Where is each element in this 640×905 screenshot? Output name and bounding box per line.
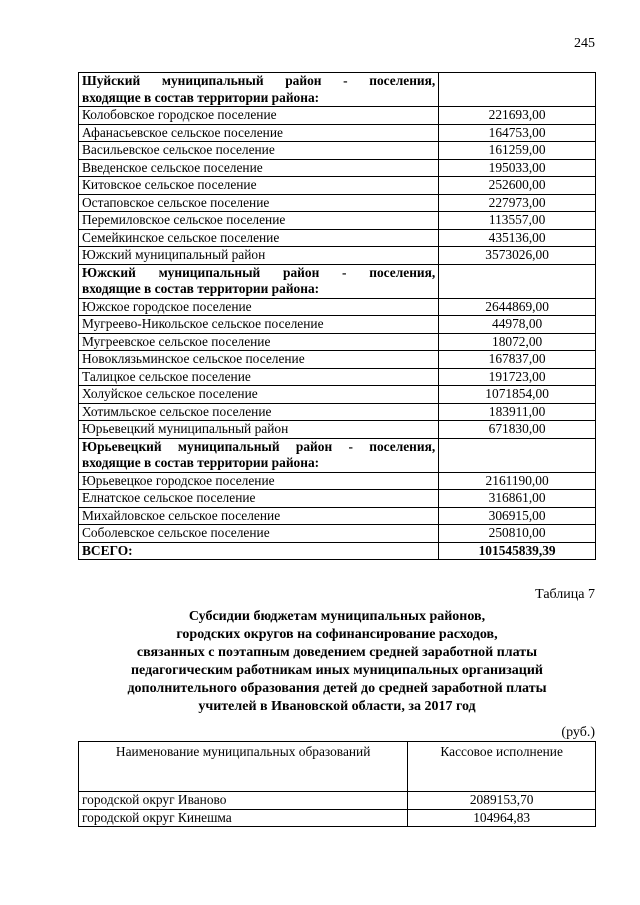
table-row (79, 421, 596, 439)
row-name: Соболевское сельское поселение (79, 525, 439, 543)
table-row (79, 351, 596, 369)
settlements-table-body (79, 73, 596, 560)
table-row (79, 229, 596, 247)
row-name: Южское городское поселение (79, 298, 439, 316)
title-line: педагогическим работникам иных муниципальных организаций (130, 663, 543, 678)
row-name (79, 264, 439, 298)
row-value: 113557,00 (439, 212, 596, 230)
table-row (79, 525, 596, 543)
row-name: Семейкинское сельское поселение (79, 229, 439, 247)
row-name (79, 73, 439, 107)
row-value: 44978,00 (439, 316, 596, 334)
row-value: 18072,00 (439, 333, 596, 351)
table-header-row (79, 742, 596, 792)
title-line: дополнительного образования детей до средней заработной платы (127, 681, 547, 696)
row-name: Китовское сельское поселение (79, 177, 439, 195)
row-name: городской округ Кинешма (79, 809, 408, 827)
row-name: Хотимльское сельское поселение (79, 403, 439, 421)
table-row (79, 809, 596, 827)
table-row (79, 507, 596, 525)
table-row (79, 159, 596, 177)
table-row (79, 490, 596, 508)
table-row (79, 124, 596, 142)
row-name: Юрьевецкое городское поселение (79, 472, 439, 490)
row-value: 104964,83 (408, 809, 596, 827)
subsidies-table (78, 741, 596, 827)
row-value: 183911,00 (439, 403, 596, 421)
table-row (79, 142, 596, 160)
row-name: Талицкое сельское поселение (79, 368, 439, 386)
total-value: 101545839,39 (439, 542, 596, 560)
unit-note: (руб.) (561, 725, 595, 740)
section-header-row (79, 438, 596, 472)
section-title-line-2: входящие в состав территории района: (82, 281, 320, 296)
row-value: 250810,00 (439, 525, 596, 543)
row-value: 167837,00 (439, 351, 596, 369)
row-name: Холуйское сельское поселение (79, 386, 439, 404)
table-row (79, 368, 596, 386)
row-value: 316861,00 (439, 490, 596, 508)
row-name: Остаповское сельское поселение (79, 194, 439, 212)
row-name (79, 438, 439, 472)
section-title-line-1: Юрьевецкий муниципальный район - поселения, (82, 438, 436, 454)
table-row (79, 333, 596, 351)
table-row (79, 298, 596, 316)
section-title-line-2: входящие в состав территории района: (82, 89, 320, 105)
total-row (79, 542, 596, 560)
row-value: 435136,00 (439, 229, 596, 247)
row-value: 227973,00 (439, 194, 596, 212)
row-name: Новоклязьминское сельское поселение (79, 351, 439, 369)
title-line: учителей в Ивановской области, за 2017 год (198, 699, 476, 714)
row-name: Перемиловское сельское поселение (79, 212, 439, 230)
row-value (439, 438, 596, 472)
table-row (79, 177, 596, 195)
section-title-line-2: входящие в состав территории района: (82, 455, 320, 470)
row-value: 2089153,70 (408, 792, 596, 810)
table-row (79, 472, 596, 490)
table-row (79, 386, 596, 404)
column-header-name: Наименование муниципальных образований (79, 742, 408, 792)
row-name: Мугреевское сельское поселение (79, 333, 439, 351)
row-value: 252600,00 (439, 177, 596, 195)
row-value: 2161190,00 (439, 472, 596, 490)
row-value: 1071854,00 (439, 386, 596, 404)
title-line: связанных с поэтапным доведением средней заработной платы (136, 645, 538, 660)
row-value: 161259,00 (439, 142, 596, 160)
table-row (79, 316, 596, 334)
total-label: ВСЕГО: (79, 542, 439, 560)
row-value: 191723,00 (439, 368, 596, 386)
section-title-line-1: Шуйский муниципальный район - поселения, (82, 73, 436, 88)
table-row (79, 212, 596, 230)
subsidies-table-body (79, 792, 596, 827)
row-name: Васильевское сельское поселение (79, 142, 439, 160)
row-name: Введенское сельское поселение (79, 159, 439, 177)
table-row (79, 107, 596, 125)
section-header-row (79, 264, 596, 298)
row-value: 671830,00 (439, 421, 596, 439)
section-header-row (79, 73, 596, 107)
table-title (78, 608, 596, 716)
table-label: Таблица 7 (535, 587, 595, 602)
table-row (79, 247, 596, 265)
row-name: городской округ Иваново (79, 792, 408, 810)
row-value: 2644869,00 (439, 298, 596, 316)
page-number: 245 (574, 36, 595, 51)
settlements-table (78, 72, 596, 560)
table-row (79, 403, 596, 421)
row-name: Мугреево-Никольское сельское поселение (79, 316, 439, 334)
title-line: городских округов на софинансирование расходов, (176, 627, 498, 642)
column-header-value: Кассовое исполнение (408, 742, 596, 792)
row-name: Южский муниципальный район (79, 247, 439, 265)
row-name: Елнатское сельское поселение (79, 490, 439, 508)
title-line: Субсидии бюджетам муниципальных районов, (188, 609, 486, 624)
row-name: Афанасьевское сельское поселение (79, 124, 439, 142)
row-name: Колобовское городское поселение (79, 107, 439, 125)
table-row (79, 194, 596, 212)
row-name: Михайловское сельское поселение (79, 507, 439, 525)
row-value: 164753,00 (439, 124, 596, 142)
row-value: 3573026,00 (439, 247, 596, 265)
section-title-line-1: Южский муниципальный район - поселения, (82, 264, 436, 280)
table-row (79, 792, 596, 810)
row-value (439, 264, 596, 298)
row-value: 221693,00 (439, 107, 596, 125)
row-value: 306915,00 (439, 507, 596, 525)
row-name: Юрьевецкий муниципальный район (79, 421, 439, 439)
row-value (439, 73, 596, 107)
row-value: 195033,00 (439, 159, 596, 177)
